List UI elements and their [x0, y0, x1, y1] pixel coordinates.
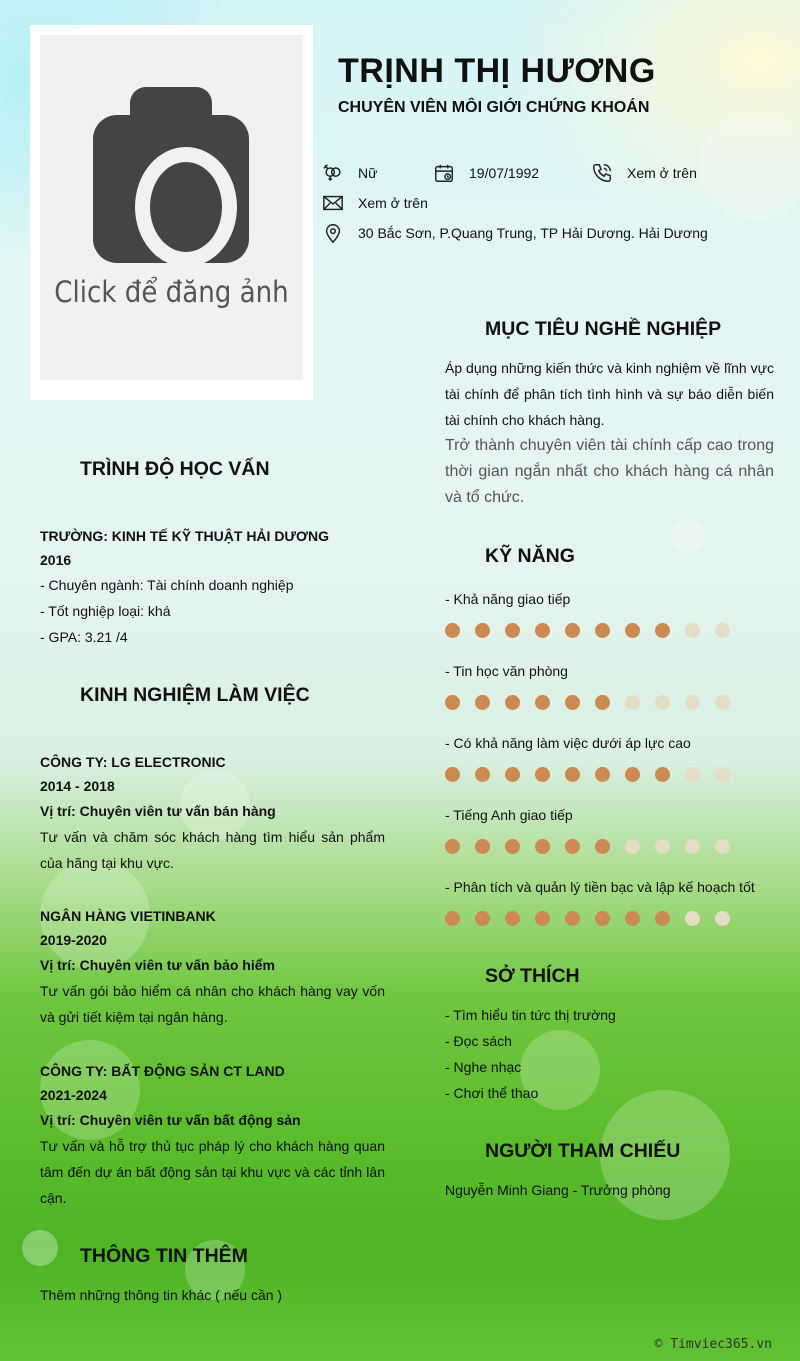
rating-dot-empty: [625, 839, 640, 854]
job-period: 2019-2020: [40, 932, 107, 948]
rating-dot-filled: [505, 767, 520, 782]
rating-dot-filled: [535, 839, 550, 854]
hobby-item: - Chơi thể thao: [445, 1085, 539, 1101]
photo-upload-label: Click để đăng ảnh: [54, 275, 289, 309]
skill-label: - Có khả năng làm việc dưới áp lực cao: [445, 735, 691, 751]
rating-dot-filled: [505, 623, 520, 638]
skill-rating: [445, 911, 745, 926]
rating-dot-filled: [655, 767, 670, 782]
job-description: Tư vấn gói bảo hiểm cá nhân cho khách hàng vay vốn và gửi tiết kiệm tại ngân hàng.: [40, 983, 385, 1025]
education-heading: TRÌNH ĐỘ HỌC VẤN: [80, 458, 270, 480]
rating-dot-filled: [535, 911, 550, 926]
skill-label: - Phân tích và quản lý tiền bạc và lập kế hoạch tốt: [445, 879, 755, 895]
location-icon: [322, 222, 344, 244]
job-company: CÔNG TY: BẤT ĐỘNG SẢN CT LAND: [40, 1063, 285, 1079]
hobbies-heading: SỞ THÍCH: [485, 965, 580, 987]
rating-dot-empty: [685, 695, 700, 710]
job-period: 2014 - 2018: [40, 778, 115, 794]
address-value: 30 Bắc Sơn, P.Quang Trung, TP Hải Dương. Hải Dương: [358, 225, 708, 241]
hobby-item: - Đọc sách: [445, 1033, 512, 1049]
experience-heading: KINH NGHIỆM LÀM VIỆC: [80, 684, 310, 706]
rating-dot-filled: [565, 839, 580, 854]
skill-rating: [445, 767, 745, 782]
rating-dot-filled: [505, 839, 520, 854]
email-row: [322, 192, 428, 214]
phone-icon: [591, 162, 613, 184]
additional-text: Thêm những thông tin khác ( nếu cần ): [40, 1287, 283, 1303]
objective-text-1: Áp dụng những kiến thức và kinh nghiệm về lĩnh vực tài chính để phân tích tình hình và sự báo diễn biến tài chính cho khách hàng.: [445, 360, 774, 428]
education-year: 2016: [40, 552, 72, 568]
job-period: 2021-2024: [40, 1087, 107, 1103]
phone-value: Xem ở trên: [627, 165, 697, 181]
address-row: [322, 222, 708, 244]
rating-dot-empty: [685, 767, 700, 782]
rating-dot-filled: [445, 695, 460, 710]
job-position: Vị trí: Chuyên viên tư vấn bất động sản: [40, 1112, 301, 1128]
rating-dot-filled: [445, 911, 460, 926]
email-value: Xem ở trên: [358, 195, 428, 211]
objective-heading: MỤC TIÊU NGHỀ NGHIỆP: [485, 318, 722, 340]
gender-row: [322, 162, 377, 184]
rating-dot-empty: [715, 911, 730, 926]
skill-rating: [445, 623, 745, 638]
skill-label: - Tiếng Anh giao tiếp: [445, 807, 573, 823]
rating-dot-filled: [595, 911, 610, 926]
education-grade: - Tốt nghiệp loại: khá: [40, 603, 171, 619]
bokeh-decoration: [672, 520, 704, 552]
rating-dot-filled: [475, 623, 490, 638]
references-heading: NGƯỜI THAM CHIẾU: [485, 1140, 681, 1162]
skill-rating: [445, 695, 745, 710]
job-position: Vị trí: Chuyên viên tư vấn bán hàng: [40, 803, 276, 819]
bokeh-decoration: [22, 1230, 58, 1266]
job-position: Vị trí: Chuyên viên tư vấn bảo hiểm: [40, 957, 275, 973]
rating-dot-filled: [595, 695, 610, 710]
rating-dot-empty: [715, 623, 730, 638]
skill-label: - Khả năng giao tiếp: [445, 591, 571, 607]
skills-heading: KỸ NĂNG: [485, 545, 575, 567]
rating-dot-empty: [655, 839, 670, 854]
candidate-title: CHUYÊN VIÊN MÔI GIỚI CHỨNG KHOÁN: [338, 99, 650, 116]
job-company: CÔNG TY: LG ELECTRONIC: [40, 754, 226, 770]
bokeh-decoration: [700, 110, 800, 220]
rating-dot-filled: [445, 839, 460, 854]
candidate-name: TRỊNH THỊ HƯƠNG: [338, 52, 656, 90]
rating-dot-filled: [565, 623, 580, 638]
rating-dot-empty: [685, 839, 700, 854]
rating-dot-filled: [595, 623, 610, 638]
skill-label: - Tin học văn phòng: [445, 663, 568, 679]
rating-dot-empty: [685, 623, 700, 638]
reference-text: Nguyễn Minh Giang - Trưởng phòng: [445, 1182, 671, 1198]
rating-dot-empty: [715, 767, 730, 782]
rating-dot-filled: [595, 839, 610, 854]
hobby-item: - Nghe nhạc: [445, 1059, 522, 1075]
rating-dot-filled: [505, 911, 520, 926]
education-gpa: - GPA: 3.21 /4: [40, 629, 128, 645]
rating-dot-empty: [625, 695, 640, 710]
rating-dot-filled: [565, 767, 580, 782]
calendar-icon: [433, 162, 455, 184]
rating-dot-filled: [475, 767, 490, 782]
rating-dot-filled: [475, 695, 490, 710]
job-company: NGÂN HÀNG VIETINBANK: [40, 908, 216, 924]
rating-dot-filled: [655, 911, 670, 926]
rating-dot-filled: [535, 695, 550, 710]
rating-dot-filled: [565, 911, 580, 926]
rating-dot-filled: [535, 623, 550, 638]
skill-rating: [445, 839, 745, 854]
rating-dot-filled: [475, 839, 490, 854]
job-description: Tư vấn và hỗ trợ thủ tục pháp lý cho khách hàng quan tâm đến dự án bất động sản tại khu vực và các tỉnh lân cận.: [40, 1138, 385, 1206]
rating-dot-filled: [625, 767, 640, 782]
rating-dot-filled: [475, 911, 490, 926]
objective-text-2: Trở thành chuyên viên tài chính cấp cao trong thời gian ngắn nhất cho khách hàng cá nhân và tổ chức.: [445, 437, 774, 506]
rating-dot-filled: [655, 623, 670, 638]
rating-dot-empty: [685, 911, 700, 926]
rating-dot-filled: [445, 623, 460, 638]
rating-dot-filled: [565, 695, 580, 710]
phone-row: [591, 162, 697, 184]
rating-dot-filled: [535, 767, 550, 782]
photo-upload[interactable]: [40, 35, 303, 380]
additional-heading: THÔNG TIN THÊM: [80, 1245, 248, 1267]
rating-dot-filled: [625, 911, 640, 926]
rating-dot-filled: [625, 623, 640, 638]
education-major: - Chuyên ngành: Tài chính doanh nghiệp: [40, 577, 294, 593]
mail-icon: [322, 192, 344, 214]
photo-frame: [30, 25, 313, 400]
rating-dot-filled: [505, 695, 520, 710]
education-school: TRƯỜNG: KINH TẾ KỸ THUẬT HẢI DƯƠNG: [40, 528, 329, 544]
rating-dot-empty: [715, 839, 730, 854]
rating-dot-filled: [595, 767, 610, 782]
rating-dot-empty: [715, 695, 730, 710]
birthday-row: [433, 162, 539, 184]
rating-dot-filled: [445, 767, 460, 782]
gender-value: Nữ: [358, 165, 378, 181]
job-description: Tư vấn và chăm sóc khách hàng tìm hiểu sản phẩm của hãng tại khu vực.: [40, 829, 385, 871]
footer-credit: © Timviec365.vn: [654, 1337, 772, 1352]
rating-dot-empty: [655, 695, 670, 710]
hobby-item: - Tìm hiểu tin tức thị trường: [445, 1007, 616, 1023]
birthday-value: 19/07/1992: [469, 165, 540, 181]
gender-icon: [322, 162, 344, 184]
